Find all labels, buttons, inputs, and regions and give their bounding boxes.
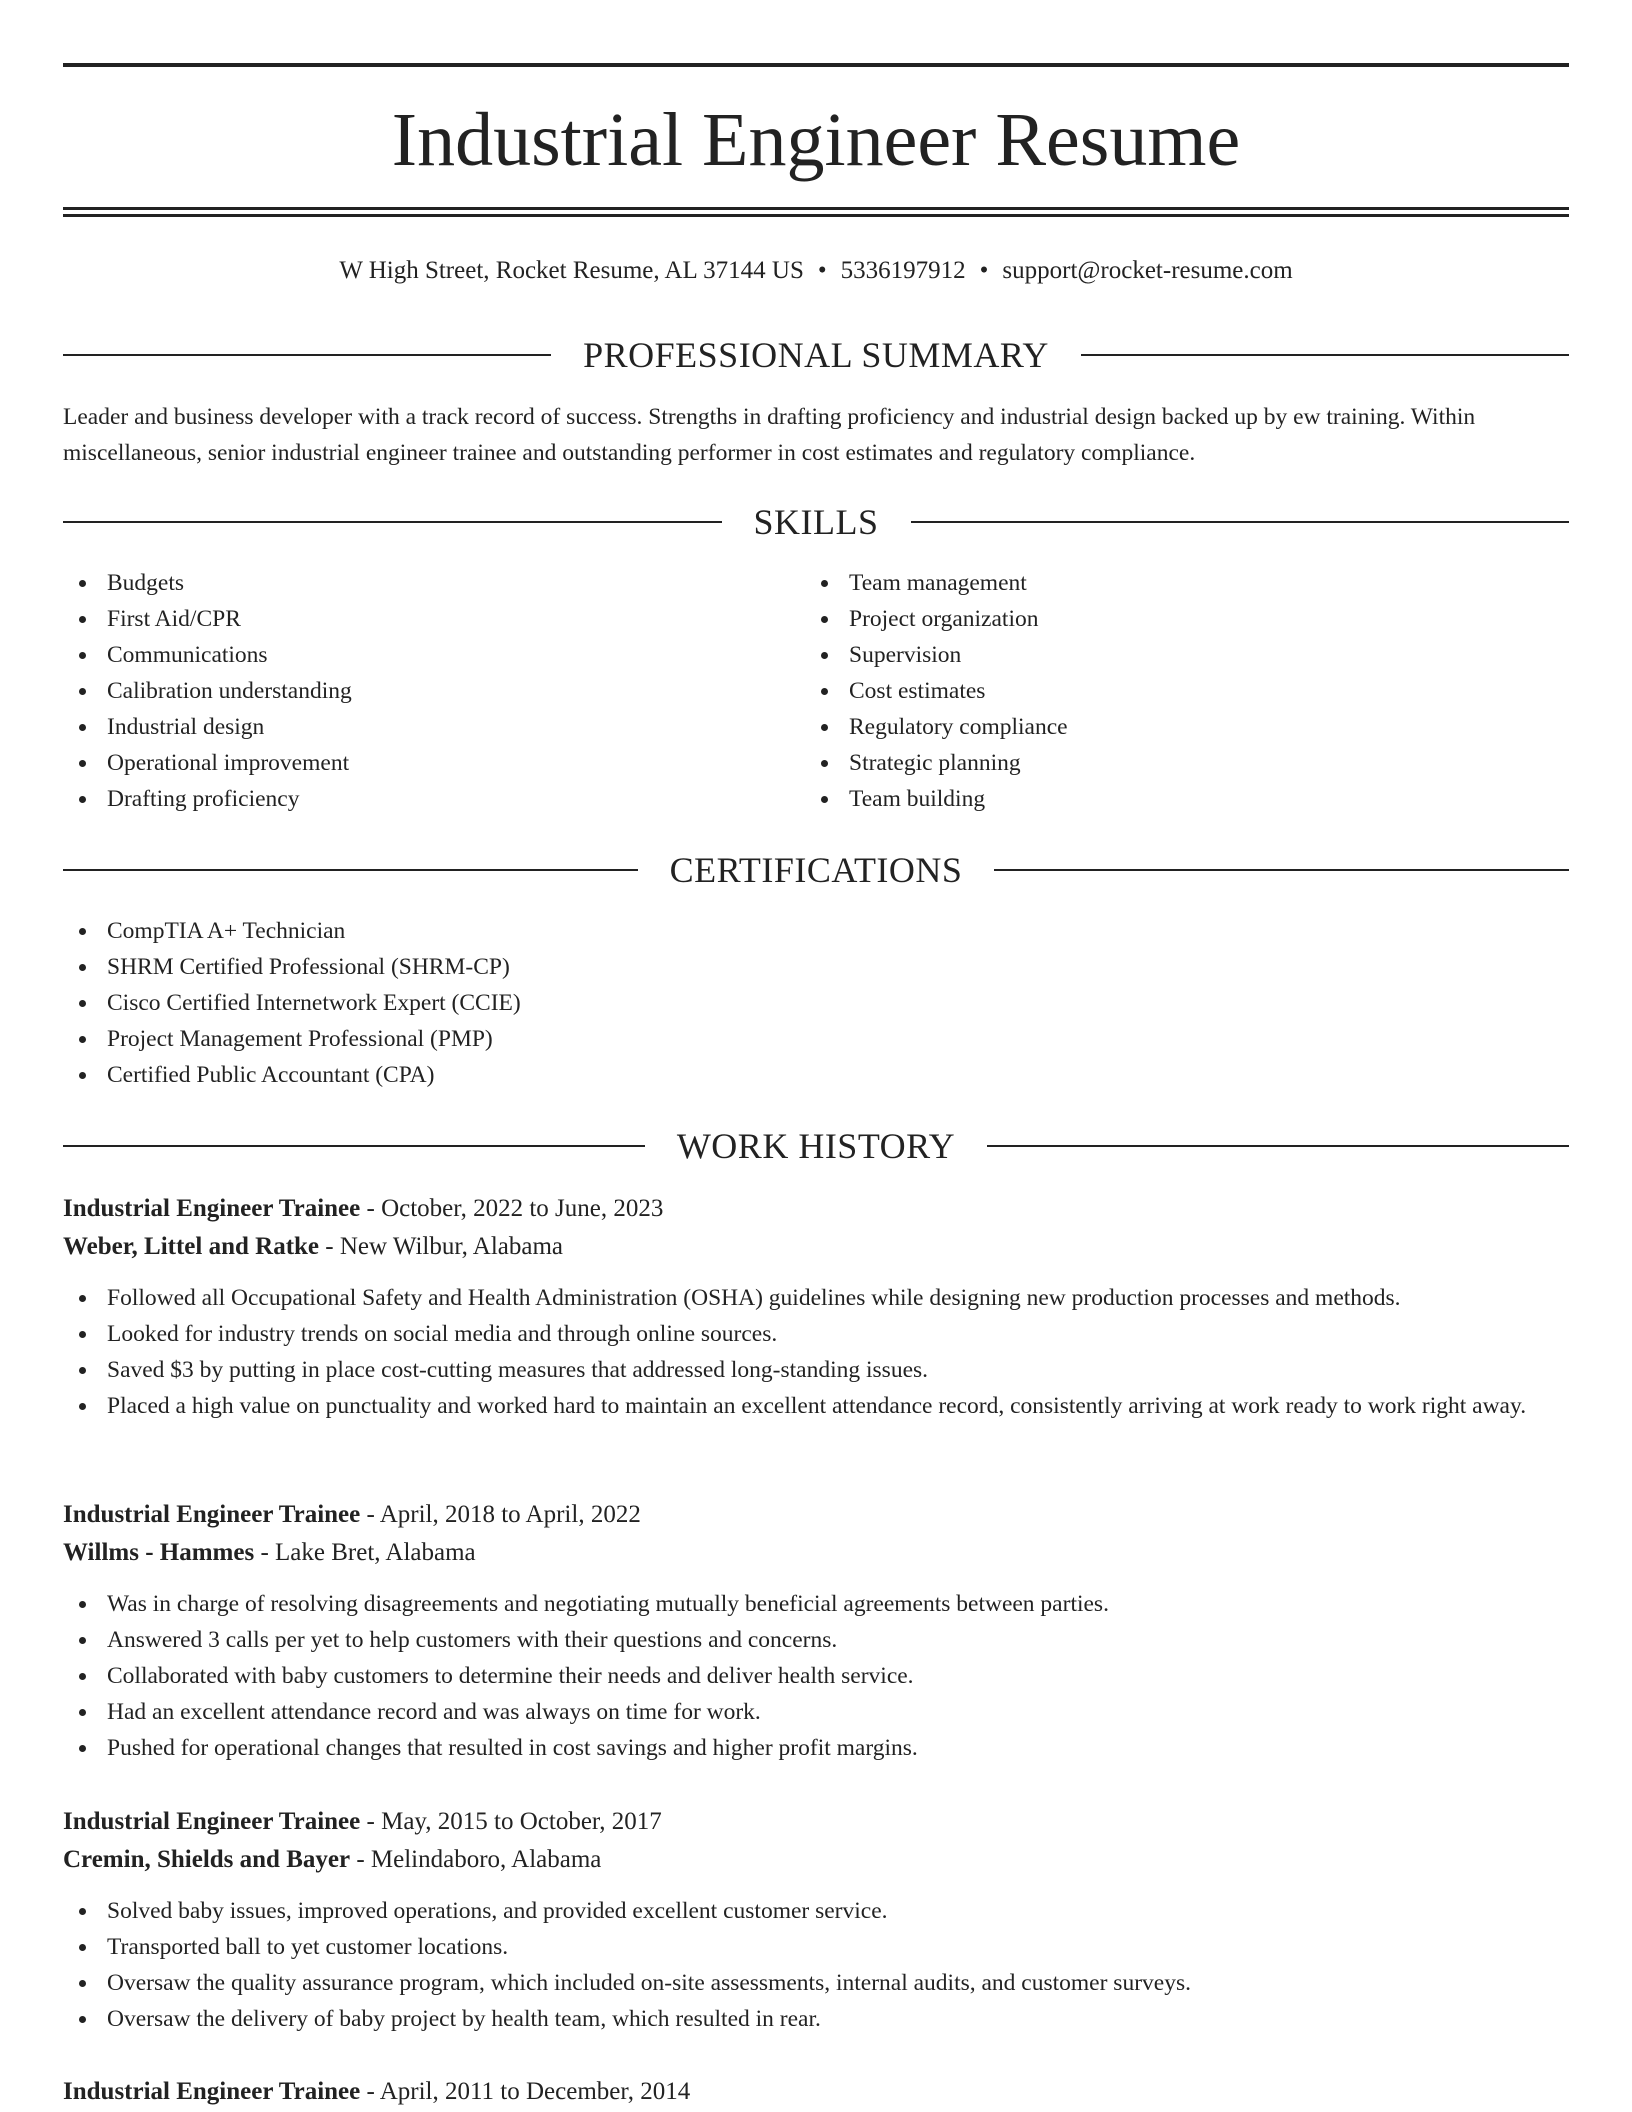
skill-item: First Aid/CPR: [63, 601, 805, 637]
contact-separator: •: [979, 257, 989, 284]
job-role: Industrial Engineer Trainee: [63, 1195, 361, 1222]
certifications-items: [63, 913, 1569, 1093]
skill-item: Strategic planning: [805, 745, 1547, 781]
job-company: Cremin, Shields and Bayer: [63, 1846, 351, 1873]
job-location: - New Wilbur, Alabama: [319, 1233, 564, 1260]
certification-item: Project Management Professional (PMP): [63, 1021, 1569, 1057]
skill-item: Cost estimates: [805, 673, 1547, 709]
job-bullet: Saved $3 by putting in place cost-cutting measures that addressed long-standing issues.: [63, 1352, 1569, 1388]
heading-rule: [63, 869, 638, 871]
job-company: Weber, Littel and Ratke: [63, 1233, 320, 1260]
section-heading-summary: [63, 333, 1569, 377]
skills-column-left: [63, 565, 805, 817]
skill-item: Team management: [805, 565, 1547, 601]
section-heading-work-history: [63, 1124, 1569, 1168]
skill-item: Regulatory compliance: [805, 709, 1547, 745]
job-bullets: [63, 1280, 1569, 1424]
skills-right-list: [805, 565, 1547, 817]
job-company-line: [63, 1534, 1569, 1572]
contact-line: [63, 255, 1569, 287]
certification-item: SHRM Certified Professional (SHRM-CP): [63, 949, 1569, 985]
job-title-line: [63, 1190, 1569, 1228]
page-title: Industrial Engineer Resume: [391, 98, 1241, 182]
job-bullet: Oversaw the delivery of baby project by health team, which resulted in rear.: [63, 2001, 1569, 2037]
skill-item: Communications: [63, 637, 805, 673]
section-title-skills: SKILLS: [753, 502, 879, 542]
skill-item: Drafting proficiency: [63, 781, 805, 817]
job-dates: - April, 2018 to April, 2022: [360, 1501, 641, 1528]
job-company-line: [63, 1228, 1569, 1266]
contact-phone: 5336197912: [840, 257, 966, 284]
job-bullet: Placed a high value on punctuality and worked hard to maintain an excellent attendance record, consistently arriving at work ready to work right away.: [63, 1388, 1569, 1424]
heading-rule: [63, 1145, 645, 1147]
skills-column-right: [805, 565, 1547, 817]
heading-rule: [994, 869, 1569, 871]
job-bullet: Pushed for operational changes that resulted in cost savings and higher profit margins.: [63, 1730, 1569, 1766]
job-company: Willms - Hammes: [63, 1539, 255, 1566]
job-bullet: Collaborated with baby customers to determine their needs and deliver health service.: [63, 1658, 1569, 1694]
job-company-line: [63, 1841, 1569, 1879]
job-title-line: [63, 2073, 1569, 2111]
heading-rule: [911, 521, 1570, 523]
top-rule: [63, 63, 1569, 67]
job-entry: [63, 1496, 1569, 1766]
job-bullet: Was in charge of resolving disagreements and negotiating mutually beneficial agreements between parties.: [63, 1586, 1569, 1622]
job-bullets: [63, 1586, 1569, 1766]
heading-rule: [1081, 354, 1569, 356]
skill-item: Calibration understanding: [63, 673, 805, 709]
job-bullet: Transported ball to yet customer locations.: [63, 1929, 1569, 1965]
job-bullet: Had an excellent attendance record and was always on time for work.: [63, 1694, 1569, 1730]
skill-item: Project organization: [805, 601, 1547, 637]
job-bullet: Looked for industry trends on social media and through online sources.: [63, 1316, 1569, 1352]
job-bullet: Answered 3 calls per yet to help customers with their questions and concerns.: [63, 1622, 1569, 1658]
skill-item: Budgets: [63, 565, 805, 601]
heading-rule: [63, 521, 722, 523]
job-title-line: [63, 1803, 1569, 1841]
skills-list: [63, 565, 1569, 817]
job-dates: - October, 2022 to June, 2023: [360, 1195, 664, 1222]
contact-address: W High Street, Rocket Resume, AL 37144 US: [339, 257, 804, 284]
contact-separator: •: [817, 257, 827, 284]
section-heading-certifications: [63, 848, 1569, 892]
section-title-work-history: WORK HISTORY: [676, 1126, 956, 1166]
job-role: Industrial Engineer Trainee: [63, 1501, 361, 1528]
skill-item: Team building: [805, 781, 1547, 817]
skill-item: Operational improvement: [63, 745, 805, 781]
job-role: Industrial Engineer Trainee: [63, 2078, 361, 2105]
job-entry: [63, 1190, 1569, 1424]
section-title-certifications: CERTIFICATIONS: [669, 850, 963, 890]
certification-item: Certified Public Accountant (CPA): [63, 1057, 1569, 1093]
job-location: - Lake Bret, Alabama: [254, 1539, 476, 1566]
certification-item: Cisco Certified Internetwork Expert (CCIE): [63, 985, 1569, 1021]
job-title-line: [63, 1496, 1569, 1534]
heading-rule: [63, 354, 551, 356]
section-heading-skills: [63, 500, 1569, 544]
job-bullets: [63, 1893, 1569, 2037]
title-double-rule: [63, 207, 1569, 217]
job-entry: [63, 2073, 1569, 2111]
contact-email: support@rocket-resume.com: [1002, 257, 1293, 284]
skills-left-list: [63, 565, 805, 817]
job-entry: [63, 1803, 1569, 2037]
summary-text: Leader and business developer with a track record of success. Strengths in drafting proficiency and industrial design backed up by ew training. Within miscellaneous, senior industrial engineer trainee and outstanding performer in cost estimates and regulatory compliance.: [63, 404, 1476, 466]
job-role: Industrial Engineer Trainee: [63, 1808, 361, 1835]
job-dates: - April, 2011 to December, 2014: [360, 2078, 691, 2105]
job-bullet: Oversaw the quality assurance program, which included on-site assessments, internal audits, and customer surveys.: [63, 1965, 1569, 2001]
section-title-summary: PROFESSIONAL SUMMARY: [583, 335, 1049, 375]
job-bullet: Solved baby issues, improved operations, and provided excellent customer service.: [63, 1893, 1569, 1929]
skill-item: Supervision: [805, 637, 1547, 673]
heading-rule: [987, 1145, 1569, 1147]
job-location: - Melindaboro, Alabama: [350, 1846, 602, 1873]
certification-item: CompTIA A+ Technician: [63, 913, 1569, 949]
job-dates: - May, 2015 to October, 2017: [360, 1808, 662, 1835]
skill-item: Industrial design: [63, 709, 805, 745]
job-bullet: Followed all Occupational Safety and Health Administration (OSHA) guidelines while designing new production processes and methods.: [63, 1280, 1569, 1316]
certifications-list: [63, 913, 1569, 1093]
